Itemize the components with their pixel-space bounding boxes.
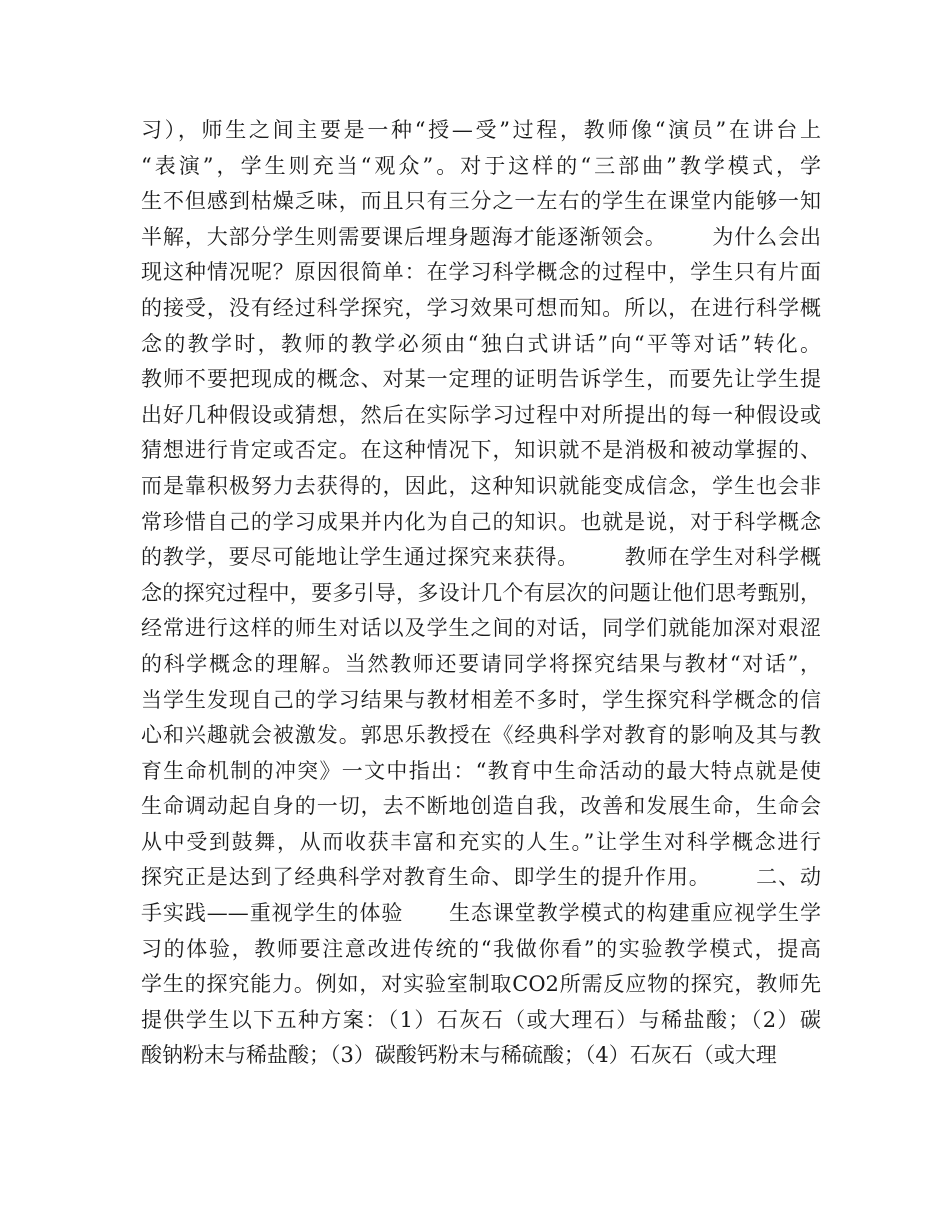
text-line: 当学生发现自己的学习结果与教材相差不多时，学生探究科学概念的信 [141,687,821,712]
text-line: 手实践——重视学生的体验 生态课堂教学模式的构建重应视学生学 [141,901,821,926]
text-line: 酸钠粉末与稀盐酸；（3）碳酸钙粉末与稀硫酸；（4）石灰石（或大理 [141,1043,777,1068]
text-line: 念的教学时，教师的教学必须由“独白式讲话”向“平等对话”转化。 [141,331,821,356]
text-line: 心和兴趣就会被激发。郭思乐教授在《经典科学对教育的影响及其与教 [141,723,821,748]
text-line: 常珍惜自己的学习成果并内化为自己的知识。也就是说，对于科学概念 [141,509,821,534]
text-line: 习），师生之间主要是一种“授—受”过程，教师像“演员”在讲台上 [141,118,821,142]
text-line: “表演”，学生则充当“观众”。对于这样的“三部曲”教学模式，学 [141,153,821,178]
text-line: 生不但感到枯燥乏味，而且只有三分之一左右的学生在课堂内能够一知 [141,189,821,214]
text-line: 而是靠积极努力去获得的，因此，这种知识就能变成信念，学生也会非 [141,473,821,498]
text-line: 的教学，要尽可能地让学生通过探究来获得。 教师在学生对科学概 [141,545,821,570]
text-line: 的接受，没有经过科学探究，学习效果可想而知。所以，在进行科学概 [141,295,821,320]
text-line: 习的体验，教师要注意改进传统的“我做你看”的实验教学模式，提高 [141,936,821,961]
text-line: 育生命机制的冲突》一文中指出：“教育中生命活动的最大特点就是使 [141,758,821,783]
text-line: 教师不要把现成的概念、对某一定理的证明告诉学生，而要先让学生提 [141,367,821,392]
text-line: 现这种情况呢？原因很简单：在学习科学概念的过程中，学生只有片面 [141,260,821,285]
text-line: 提供学生以下五种方案：（1）石灰石（或大理石）与稀盐酸；（2）碳 [141,1007,821,1032]
text-line: 念的探究过程中，要多引导，多设计几个有层次的问题让他们思考甄别， [141,580,821,605]
text-line: 半解，大部分学生则需要课后埋身题海才能逐渐领会。 为什么会出 [141,224,821,249]
text-line: 探究正是达到了经典科学对教育生命、即学生的提升作用。 二、动 [141,865,821,890]
text-line: 从中受到鼓舞，从而收获丰富和充实的人生。”让学生对科学概念进行 [141,829,821,854]
text-line: 出好几种假设或猜想，然后在实际学习过程中对所提出的每一种假设或 [141,402,821,427]
text-line: 生命调动起自身的一切，去不断地创造自我，改善和发展生命，生命会 [141,794,821,819]
text-line: 的科学概念的理解。当然教师还要请同学将探究结果与教材“对话”， [141,651,821,676]
text-line: 学生的探究能力。例如，对实验室制取CO2所需反应物的探究，教师先 [141,972,821,997]
text-line: 猜想进行肯定或否定。在这种情况下，知识就不是消极和被动掌握的、 [141,438,821,463]
text-line: 经常进行这样的师生对话以及学生之间的对话，同学们就能加深对艰涩 [141,616,821,641]
body-text [141,113,821,1074]
